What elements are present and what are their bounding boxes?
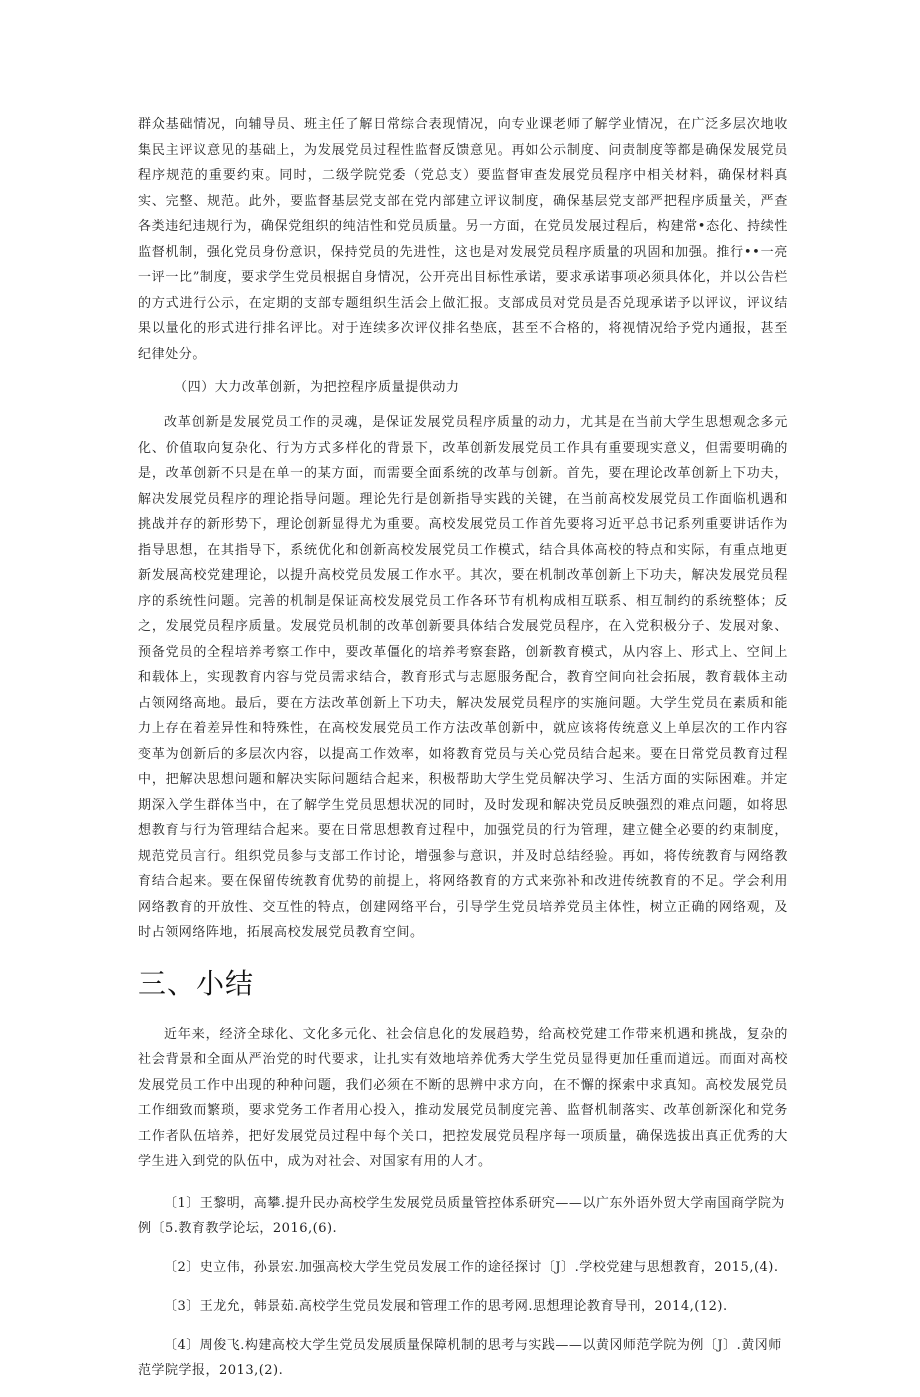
reference-item: 〔1〕王黎明，高攀.提升民办高校学生发展党员质量管控体系研究——以广东外语外贸大学南国商学院为例〔5.教育教学论坛，2016,(6). — [138, 1195, 785, 1236]
reference-item: 〔2〕史立伟，孙景宏.加强高校大学生党员发展工作的途径探讨〔J〕.学校党建与思想教育，2015,(4). — [164, 1259, 779, 1275]
reference-list — [138, 1191, 788, 1383]
body-paragraph-reform: 改革创新是发展党员工作的灵魂，是保证发展党员程序质量的动力，尤其是在当前大学生思想观念多元化、价值取向复杂化、行为方式多样化的背景下，改革创新发展党员工作具有重要现实意义，但需要明确的是，改革创新不只是在单一的某方面，而需要全面系统的改革与创新。首先，要在理论改革创新上下功夫，解决发展党员程序的理论指导问题。理论先行是创新指导实践的关键，在当前高校发展党员工作面临机遇和挑战并存的新形势下，理论创新显得尤为重要。高校发展党员工作首先要将习近平总书记系列重要讲话作为指导思想，在其指导下，系统优化和创新高校发展党员工作模式，结合具体高校的特点和实际，有重点地更新发展高校党建理论，以提升高校党员发展工作水平。其次，要在机制改革创新上下功夫，解决发展党员程序的系统性问题。完善的机制是保证高校发展党员工作各环节有机构成相互联系、相互制约的系统整体；反之，发展党员程序质量。发展党员机制的改革创新要具体结合发展党员程序，在入党积极分子、发展对象、预备党员的全程培养考察工作中，要改革僵化的培养考察套路，创新教育模式，从内容上、形式上、空间上和载体上，实现教育内容与党员需求结合，教育形式与志愿服务配合，教育空间向社会拓展，教育载体主动占领网络高地。最后，要在方法改革创新上下功夫，解决发展党员程序的实施问题。大学生党员在素质和能力上存在着差异性和特殊性，在高校发展党员工作方法改革创新中，就应该将传统意义上单层次的工作内容变革为创新后的多层次内容，以提高工作效率，如将教育党员与关心党员结合起来。要在日常党员教育过程中，把解决思想问题和解决实际问题结合起来，积极帮助大学生党员解决学习、生活方面的实际困难。并定期深入学生群体当中，在了解学生党员思想状况的同时，及时发现和解决党员反映强烈的难点问题，如将思想教育与行为管理结合起来。要在日常思想教育过程中，加强党员的行为管理，建立健全必要的约束制度，规范党员言行。组织党员参与支部工作讨论，增强参与意识，并及时总结经验。再如，将传统教育与网络教育结合起来。要在保留传统教育优势的前提上，将网络教育的方式来弥补和改进传统教育的不足。学会利用网络教育的开放性、交互性的特点，创建网络平台，引导学生党员培养党员主体性，树立正确的网络观，及时占领网络阵地，拓展高校发展党员教育空间。 — [138, 415, 788, 940]
paper-page — [138, 112, 788, 1397]
section-heading-summary: 三、小结 — [138, 966, 255, 1000]
body-paragraph-summary: 近年来，经济全球化、文化多元化、社会信息化的发展趋势，给高校党建工作带来机遇和挑战，复杂的社会背景和全面从严治党的时代要求，让扎实有效地培养优秀大学生党员显得更加任重而道远。而面对高校发展党员工作中出现的种种问题，我们必须在不断的思辨中求方向，在不懈的探索中求真知。高校发展党员工作细致而繁琐，要求党务工作者用心投入，推动发展党员制度完善、监督机制落实、改革创新深化和党务工作者队伍培养，把好发展党员过程中每个关口，把控发展党员程序每一项质量，确保选拔出真正优秀的大学生进入到党的队伍中，成为对社会、对国家有用的人才。 — [138, 1026, 788, 1169]
body-paragraph-continued: 群众基础情况，向辅导员、班主任了解日常综合表现情况，向专业课老师了解学业情况，在广泛多层次地收集民主评议意见的基础上，为发展党员过程性监督反馈意见。再如公示制度、问责制度等都是确保发展党员程序规范的重要约束。同时，二级学院党委（党总支）要监督审查发展党员程序中相关材料，确保材料真实、完整、规范。此外，要监督基层党支部在党内部建立评议制度，确保基层党支部严把程序质量关，严查各类违纪违规行为，确保党组织的纯洁性和党员质量。另一方面，在党员发展过程后，构建常•态化、持续性监督机制，强化党员身份意识，保持党员的先进性，这也是对发展党员程序质量的巩固和加强。推行••一亮一评一比”制度，要求学生党员根据自身情况，公开亮出目标性承诺，要求承诺事项必须具体化，并以公告栏的方式进行公示，在定期的支部专题组织生活会上做汇报。支部成员对党员是否兑现承诺予以评议，评议结果以量化的形式进行排名评比。对于连续多次评仪排名垫底，甚至不合格的，将视情况给予党内通报，甚至纪律处分。 — [138, 117, 788, 362]
reference-item: 〔3〕王龙允，韩景茹.高校学生党员发展和管理工作的思考网.思想理论教育导刊，2014,(12). — [164, 1298, 728, 1314]
subheading-reform-innovation: （四）大力改革创新，为把控程序质量提供动力 — [174, 380, 460, 395]
reference-item: 〔4〕周俊飞.构建高校大学生党员发展质量保障机制的思考与实践——以黄冈师范学院为例〔J〕.黄冈师范学院学报，2013,(2). — [138, 1337, 782, 1378]
